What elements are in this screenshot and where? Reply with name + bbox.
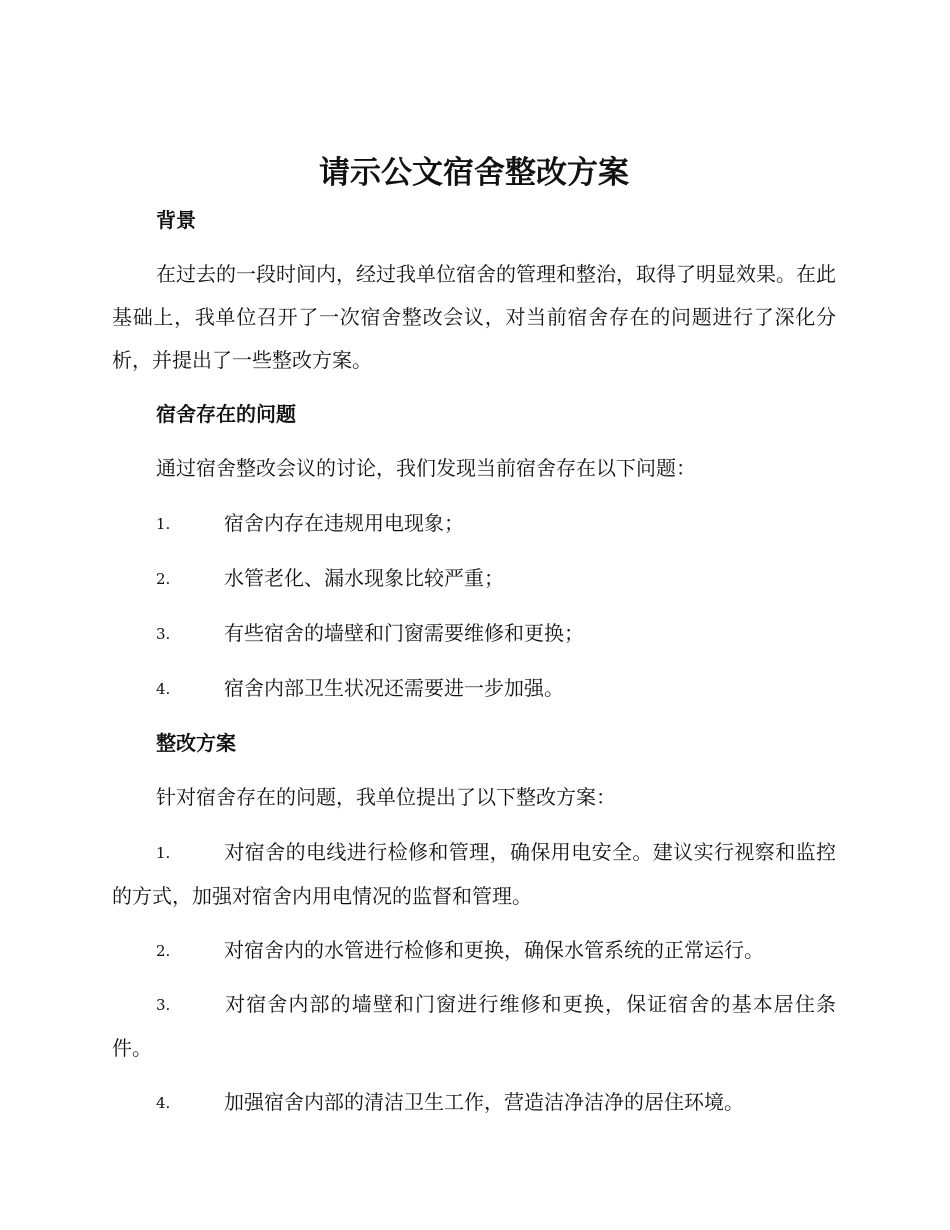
- list-number: 3.: [156, 996, 171, 1014]
- document-page: [112, 0, 836, 1230]
- list-number: 3.: [156, 625, 171, 643]
- list-item-text: 对宿舍内的水管进行检修和更换，确保水管系统的正常运行。: [224, 938, 764, 962]
- list-item-text: 对宿舍内部的墙壁和门窗进行维修和更换，保证宿舍的基本居住条件。: [112, 992, 836, 1060]
- plan-item: [112, 1081, 836, 1125]
- problem-item: [112, 667, 836, 711]
- list-number: 1.: [156, 515, 171, 533]
- problems-intro: 通过宿舍整改会议的讨论，我们发现当前宿舍存在以下问题：: [156, 456, 696, 480]
- list-item-text: 宿舍内部卫生状况还需要进一步加强。: [224, 676, 564, 700]
- section-heading-problems: 宿舍存在的问题: [156, 402, 296, 426]
- plan-item: [112, 929, 836, 973]
- plan-item: [112, 983, 836, 1070]
- background-paragraph: 在过去的一段时间内，经过我单位宿舍的管理和整治，取得了明显效果。在此基础上，我单位召开了一次宿舍整改会议，对当前宿舍存在的问题进行了深化分析，并提出了一些整改方案。: [112, 262, 836, 372]
- problem-item: [112, 557, 836, 601]
- section-heading-plan: 整改方案: [156, 731, 236, 755]
- document-title: 请示公文宿舍整改方案: [319, 155, 629, 191]
- list-item-text: 有些宿舍的墙壁和门窗需要维修和更换；: [224, 621, 584, 645]
- list-number: 1.: [156, 844, 171, 862]
- section-heading-background: 背景: [156, 208, 196, 232]
- list-item-text: 加强宿舍内部的清洁卫生工作，营造洁净洁净的居住环境。: [224, 1090, 744, 1114]
- list-item-text: 宿舍内存在违规用电现象；: [224, 511, 464, 535]
- list-number: 2.: [156, 570, 171, 588]
- list-number: 2.: [156, 942, 171, 960]
- plan-item: [112, 831, 836, 918]
- problem-item: [112, 612, 836, 656]
- list-number: 4.: [156, 680, 171, 698]
- list-number: 4.: [156, 1094, 171, 1112]
- problem-item: [112, 502, 836, 546]
- list-item-text: 对宿舍的电线进行检修和管理，确保用电安全。建议实行视察和监控的方式，加强对宿舍内用电情况的监督和管理。: [112, 840, 836, 908]
- plan-intro: 针对宿舍存在的问题，我单位提出了以下整改方案：: [156, 785, 616, 809]
- list-item-text: 水管老化、漏水现象比较严重；: [224, 566, 504, 590]
